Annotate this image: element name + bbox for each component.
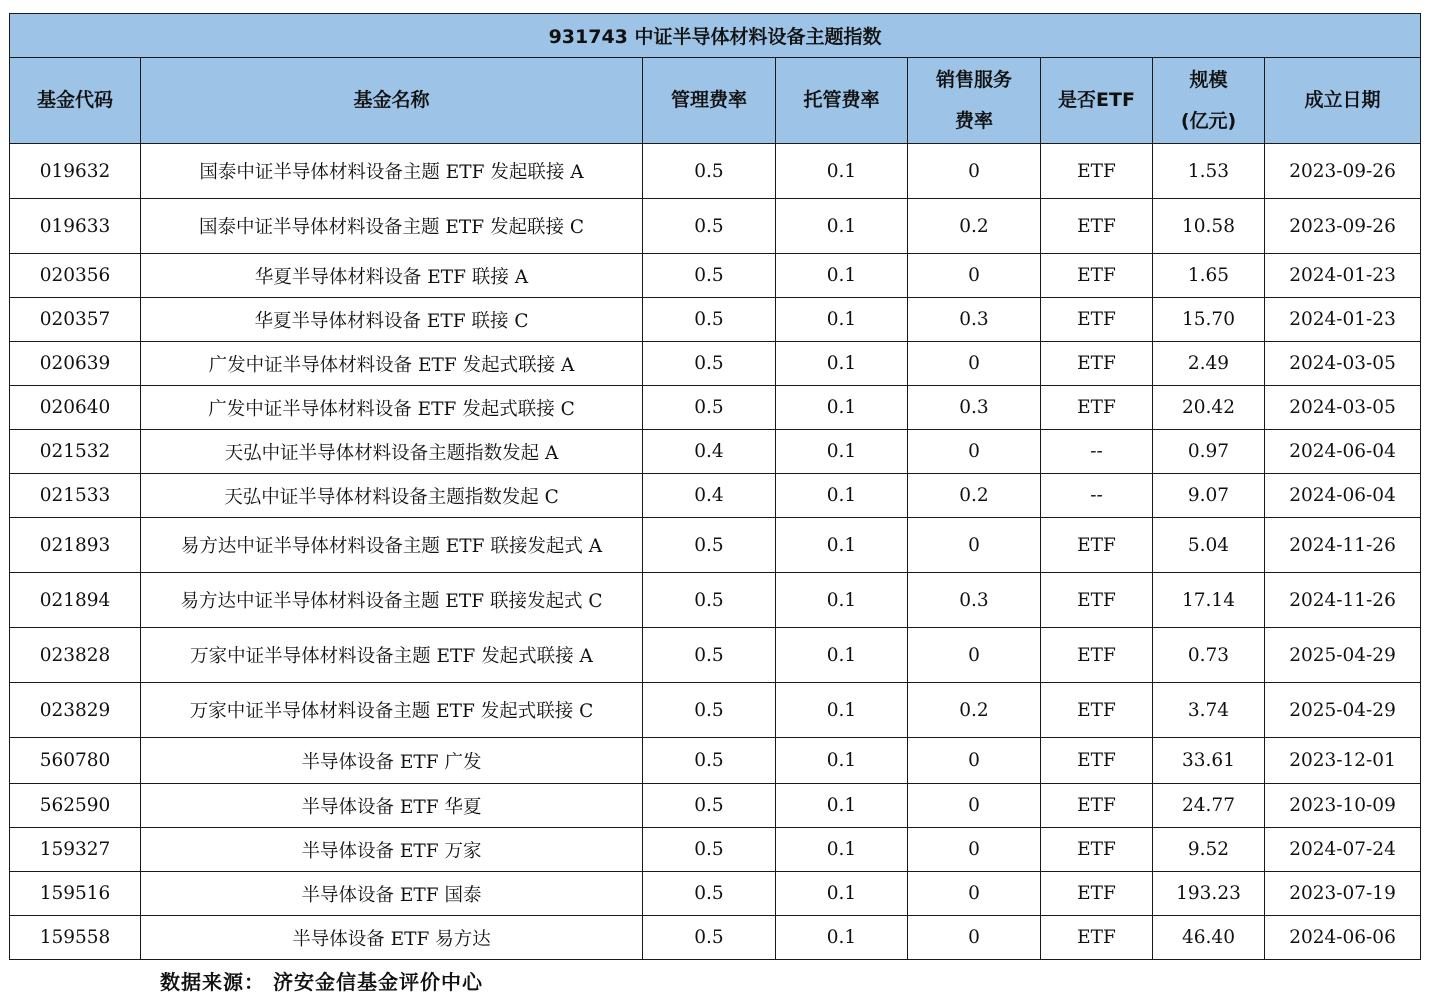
cell-custody-fee: 0.1 — [776, 683, 908, 738]
cell-is-etf: ETF — [1041, 916, 1153, 960]
cell-management-fee: 0.5 — [643, 916, 776, 960]
cell-fund-code: 021893 — [10, 518, 141, 573]
cell-is-etf: ETF — [1041, 828, 1153, 872]
cell-inception-date: 2024-03-05 — [1265, 342, 1421, 386]
cell-scale: 17.14 — [1153, 573, 1265, 628]
table-row — [10, 474, 1421, 518]
table-row — [10, 683, 1421, 738]
cell-sales-service-fee: 0.2 — [908, 683, 1041, 738]
cell-custody-fee: 0.1 — [776, 254, 908, 298]
cell-inception-date: 2023-07-19 — [1265, 872, 1421, 916]
cell-management-fee: 0.5 — [643, 386, 776, 430]
cell-inception-date: 2023-09-26 — [1265, 199, 1421, 254]
cell-custody-fee: 0.1 — [776, 784, 908, 828]
cell-sales-service-fee: 0 — [908, 430, 1041, 474]
header-sales-service-fee — [908, 58, 1041, 144]
cell-fund-code: 023829 — [10, 683, 141, 738]
table-header-row — [10, 58, 1421, 144]
cell-is-etf: ETF — [1041, 784, 1153, 828]
cell-scale: 0.73 — [1153, 628, 1265, 683]
cell-is-etf: ETF — [1041, 199, 1153, 254]
cell-inception-date: 2023-12-01 — [1265, 738, 1421, 784]
cell-fund-name: 华夏半导体材料设备 ETF 联接 A — [141, 254, 643, 298]
table-row — [10, 738, 1421, 784]
cell-custody-fee: 0.1 — [776, 828, 908, 872]
cell-custody-fee: 0.1 — [776, 144, 908, 199]
cell-inception-date: 2025-04-29 — [1265, 683, 1421, 738]
table-title-row — [10, 14, 1421, 58]
table-row — [10, 430, 1421, 474]
header-scale-line2: (亿元) — [1180, 109, 1237, 132]
header-fund-name: 基金名称 — [141, 58, 643, 144]
cell-scale: 5.04 — [1153, 518, 1265, 573]
cell-is-etf: ETF — [1041, 254, 1153, 298]
cell-fund-code: 159516 — [10, 872, 141, 916]
cell-management-fee: 0.5 — [643, 199, 776, 254]
header-sales-fee-line1: 销售服务 — [935, 68, 1012, 91]
table-row — [10, 916, 1421, 960]
cell-fund-name: 半导体设备 ETF 国泰 — [141, 872, 643, 916]
cell-scale: 193.23 — [1153, 872, 1265, 916]
cell-inception-date: 2023-10-09 — [1265, 784, 1421, 828]
cell-sales-service-fee: 0.2 — [908, 199, 1041, 254]
cell-fund-code: 019632 — [10, 144, 141, 199]
cell-management-fee: 0.4 — [643, 474, 776, 518]
cell-fund-code: 020357 — [10, 298, 141, 342]
cell-management-fee: 0.5 — [643, 342, 776, 386]
cell-fund-name: 天弘中证半导体材料设备主题指数发起 A — [141, 430, 643, 474]
cell-is-etf: ETF — [1041, 628, 1153, 683]
cell-fund-code: 023828 — [10, 628, 141, 683]
cell-is-etf: ETF — [1041, 144, 1153, 199]
cell-management-fee: 0.5 — [643, 784, 776, 828]
cell-fund-code: 021533 — [10, 474, 141, 518]
header-scale — [1153, 58, 1265, 144]
cell-fund-code: 159558 — [10, 916, 141, 960]
cell-management-fee: 0.5 — [643, 872, 776, 916]
table-row — [10, 872, 1421, 916]
cell-fund-name: 万家中证半导体材料设备主题 ETF 发起式联接 A — [141, 628, 643, 683]
table-body — [10, 144, 1421, 960]
cell-fund-name: 华夏半导体材料设备 ETF 联接 C — [141, 298, 643, 342]
table-row — [10, 144, 1421, 199]
cell-scale: 33.61 — [1153, 738, 1265, 784]
fund-table — [9, 13, 1421, 960]
cell-fund-name: 国泰中证半导体材料设备主题 ETF 发起联接 A — [141, 144, 643, 199]
cell-scale: 0.97 — [1153, 430, 1265, 474]
header-custody-fee: 托管费率 — [776, 58, 908, 144]
cell-scale: 46.40 — [1153, 916, 1265, 960]
cell-fund-name: 半导体设备 ETF 华夏 — [141, 784, 643, 828]
cell-is-etf: ETF — [1041, 683, 1153, 738]
cell-inception-date: 2023-09-26 — [1265, 144, 1421, 199]
table-row — [10, 784, 1421, 828]
cell-custody-fee: 0.1 — [776, 386, 908, 430]
cell-inception-date: 2024-06-04 — [1265, 430, 1421, 474]
cell-custody-fee: 0.1 — [776, 518, 908, 573]
table-row — [10, 386, 1421, 430]
cell-fund-code: 020356 — [10, 254, 141, 298]
cell-sales-service-fee: 0 — [908, 738, 1041, 784]
cell-management-fee: 0.5 — [643, 628, 776, 683]
cell-inception-date: 2024-11-26 — [1265, 518, 1421, 573]
cell-is-etf: ETF — [1041, 298, 1153, 342]
cell-is-etf: -- — [1041, 474, 1153, 518]
cell-custody-fee: 0.1 — [776, 872, 908, 916]
cell-scale: 10.58 — [1153, 199, 1265, 254]
cell-custody-fee: 0.1 — [776, 628, 908, 683]
header-sales-fee-line2: 费率 — [954, 109, 993, 132]
table-row — [10, 573, 1421, 628]
cell-custody-fee: 0.1 — [776, 430, 908, 474]
table-row — [10, 342, 1421, 386]
cell-is-etf: -- — [1041, 430, 1153, 474]
cell-sales-service-fee: 0 — [908, 254, 1041, 298]
cell-custody-fee: 0.1 — [776, 298, 908, 342]
cell-inception-date: 2024-01-23 — [1265, 254, 1421, 298]
cell-scale: 3.74 — [1153, 683, 1265, 738]
cell-sales-service-fee: 0 — [908, 872, 1041, 916]
cell-fund-name: 广发中证半导体材料设备 ETF 发起式联接 C — [141, 386, 643, 430]
cell-scale: 20.42 — [1153, 386, 1265, 430]
data-source-note: 数据来源： 济安金信基金评价中心 — [160, 970, 483, 994]
cell-is-etf: ETF — [1041, 386, 1153, 430]
cell-inception-date: 2024-07-24 — [1265, 828, 1421, 872]
cell-inception-date: 2024-01-23 — [1265, 298, 1421, 342]
cell-is-etf: ETF — [1041, 342, 1153, 386]
cell-management-fee: 0.5 — [643, 298, 776, 342]
cell-sales-service-fee: 0 — [908, 628, 1041, 683]
cell-is-etf: ETF — [1041, 872, 1153, 916]
cell-fund-code: 021532 — [10, 430, 141, 474]
cell-scale: 9.52 — [1153, 828, 1265, 872]
cell-management-fee: 0.5 — [643, 573, 776, 628]
cell-sales-service-fee: 0 — [908, 828, 1041, 872]
cell-fund-code: 560780 — [10, 738, 141, 784]
cell-fund-name: 国泰中证半导体材料设备主题 ETF 发起联接 C — [141, 199, 643, 254]
header-scale-line1: 规模 — [1189, 68, 1228, 91]
cell-fund-name: 天弘中证半导体材料设备主题指数发起 C — [141, 474, 643, 518]
cell-sales-service-fee: 0 — [908, 518, 1041, 573]
cell-fund-name: 半导体设备 ETF 易方达 — [141, 916, 643, 960]
table-row — [10, 298, 1421, 342]
cell-fund-code: 562590 — [10, 784, 141, 828]
cell-custody-fee: 0.1 — [776, 573, 908, 628]
cell-sales-service-fee: 0 — [908, 342, 1041, 386]
cell-inception-date: 2024-06-04 — [1265, 474, 1421, 518]
header-is-etf: 是否ETF — [1041, 58, 1153, 144]
header-fund-code: 基金代码 — [10, 58, 141, 144]
cell-management-fee: 0.4 — [643, 430, 776, 474]
cell-fund-code: 021894 — [10, 573, 141, 628]
table-title: 931743 中证半导体材料设备主题指数 — [10, 14, 1421, 58]
cell-management-fee: 0.5 — [643, 144, 776, 199]
cell-fund-code: 020640 — [10, 386, 141, 430]
cell-sales-service-fee: 0.3 — [908, 298, 1041, 342]
cell-fund-code: 020639 — [10, 342, 141, 386]
cell-scale: 15.70 — [1153, 298, 1265, 342]
cell-scale: 9.07 — [1153, 474, 1265, 518]
cell-scale: 2.49 — [1153, 342, 1265, 386]
cell-custody-fee: 0.1 — [776, 474, 908, 518]
cell-scale: 24.77 — [1153, 784, 1265, 828]
cell-fund-name: 半导体设备 ETF 广发 — [141, 738, 643, 784]
cell-sales-service-fee: 0.3 — [908, 573, 1041, 628]
header-inception-date: 成立日期 — [1265, 58, 1421, 144]
cell-management-fee: 0.5 — [643, 828, 776, 872]
cell-management-fee: 0.5 — [643, 518, 776, 573]
cell-fund-code: 019633 — [10, 199, 141, 254]
cell-fund-name: 半导体设备 ETF 万家 — [141, 828, 643, 872]
cell-inception-date: 2024-06-06 — [1265, 916, 1421, 960]
table-row — [10, 828, 1421, 872]
cell-is-etf: ETF — [1041, 518, 1153, 573]
cell-management-fee: 0.5 — [643, 738, 776, 784]
cell-inception-date: 2024-03-05 — [1265, 386, 1421, 430]
cell-sales-service-fee: 0 — [908, 144, 1041, 199]
cell-is-etf: ETF — [1041, 738, 1153, 784]
cell-inception-date: 2024-11-26 — [1265, 573, 1421, 628]
table-row — [10, 628, 1421, 683]
cell-scale: 1.65 — [1153, 254, 1265, 298]
cell-fund-name: 易方达中证半导体材料设备主题 ETF 联接发起式 A — [141, 518, 643, 573]
cell-management-fee: 0.5 — [643, 683, 776, 738]
cell-sales-service-fee: 0.2 — [908, 474, 1041, 518]
cell-fund-name: 广发中证半导体材料设备 ETF 发起式联接 A — [141, 342, 643, 386]
cell-sales-service-fee: 0.3 — [908, 386, 1041, 430]
header-management-fee: 管理费率 — [643, 58, 776, 144]
cell-fund-name: 万家中证半导体材料设备主题 ETF 发起式联接 C — [141, 683, 643, 738]
cell-fund-code: 159327 — [10, 828, 141, 872]
cell-custody-fee: 0.1 — [776, 199, 908, 254]
table-row — [10, 518, 1421, 573]
table-row — [10, 199, 1421, 254]
cell-fund-name: 易方达中证半导体材料设备主题 ETF 联接发起式 C — [141, 573, 643, 628]
cell-sales-service-fee: 0 — [908, 784, 1041, 828]
cell-custody-fee: 0.1 — [776, 342, 908, 386]
cell-inception-date: 2025-04-29 — [1265, 628, 1421, 683]
cell-sales-service-fee: 0 — [908, 916, 1041, 960]
table-row — [10, 254, 1421, 298]
cell-management-fee: 0.5 — [643, 254, 776, 298]
cell-scale: 1.53 — [1153, 144, 1265, 199]
cell-custody-fee: 0.1 — [776, 738, 908, 784]
cell-custody-fee: 0.1 — [776, 916, 908, 960]
cell-is-etf: ETF — [1041, 573, 1153, 628]
